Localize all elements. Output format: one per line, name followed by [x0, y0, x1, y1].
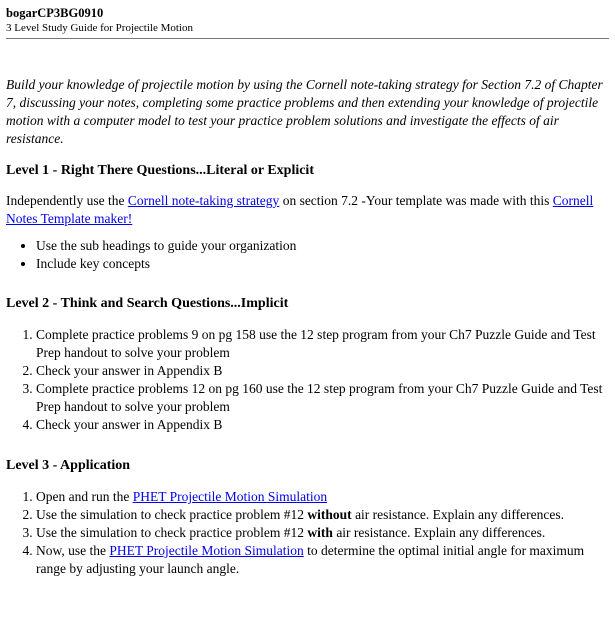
item-bold: with — [307, 525, 333, 540]
item-bold: without — [307, 507, 352, 522]
phet-simulation-link[interactable]: PHET Projectile Motion Simulation — [132, 489, 328, 504]
item-text: air resistance. Explain any differences. — [351, 507, 564, 522]
cornell-strategy-link[interactable]: Cornell note-taking strategy — [127, 193, 280, 208]
item-text: Open and run the — [36, 489, 133, 504]
level1-bullet-list — [6, 237, 609, 273]
item-text: air resistance. Explain any differences. — [332, 525, 546, 540]
list-item — [36, 524, 609, 542]
list-item: 1. Complete practice problems 9 on pg 158 use the 12 step program from your Ch7 Puzzle Guide and Test Prep handout to solve your problem — [36, 326, 609, 362]
level1-text-mid: on section 7.2 -Your template was made with this — [279, 193, 553, 208]
list-item — [36, 488, 609, 506]
list-item: 4. Check your answer in Appendix B — [36, 416, 609, 434]
level1-heading: Level 1 - Right There Questions...Literal or Explicit — [6, 163, 314, 178]
level2-heading: Level 2 - Think and Search Questions...Implicit — [6, 296, 289, 311]
item-text: Use the simulation to check practice problem #12 — [36, 507, 308, 522]
level2-list — [6, 326, 609, 434]
list-item: 3. Complete practice problems 12 on pg 160 use the 12 step program from your Ch7 Puzzle Guide and Test Prep handout to solve your problem — [36, 380, 609, 416]
phet-simulation-link-2[interactable]: PHET Projectile Motion Simulation — [109, 543, 304, 558]
page-subtitle: 3 Level Study Guide for Projectile Motion — [6, 22, 193, 34]
item-text: Use the simulation to check practice problem #12 — [36, 525, 308, 540]
level3-heading: Level 3 - Application — [6, 458, 131, 473]
list-item: 2. Check your answer in Appendix B — [36, 362, 609, 380]
item-text: to determine the optimal initial angle for maximum range by adjusting your launch angle. — [36, 543, 585, 576]
header-divider — [6, 38, 609, 39]
site-title: bogarCP3BG0910 — [6, 6, 104, 20]
cornell-template-link[interactable]: Cornell Notes Template maker! — [6, 193, 594, 226]
level3-list — [6, 488, 609, 578]
item-text: Now, use the — [36, 543, 110, 558]
list-item — [36, 506, 609, 524]
level1-paragraph — [6, 192, 609, 228]
list-item — [36, 542, 609, 578]
list-item: • Include key concepts — [36, 255, 609, 273]
intro-paragraph: Build your knowledge of projectile motion by using the Cornell note-taking strategy for Section 7.2 of Chapter 7, discussing your notes, completing some practice problems and then extending your knowledge of projectile motion with a computer model to test your practice problem solutions and investigate the effects of air resistance. — [6, 77, 603, 146]
list-item: • Use the sub headings to guide your organization — [36, 237, 609, 255]
level1-text-pre: Independently use the — [6, 193, 128, 208]
